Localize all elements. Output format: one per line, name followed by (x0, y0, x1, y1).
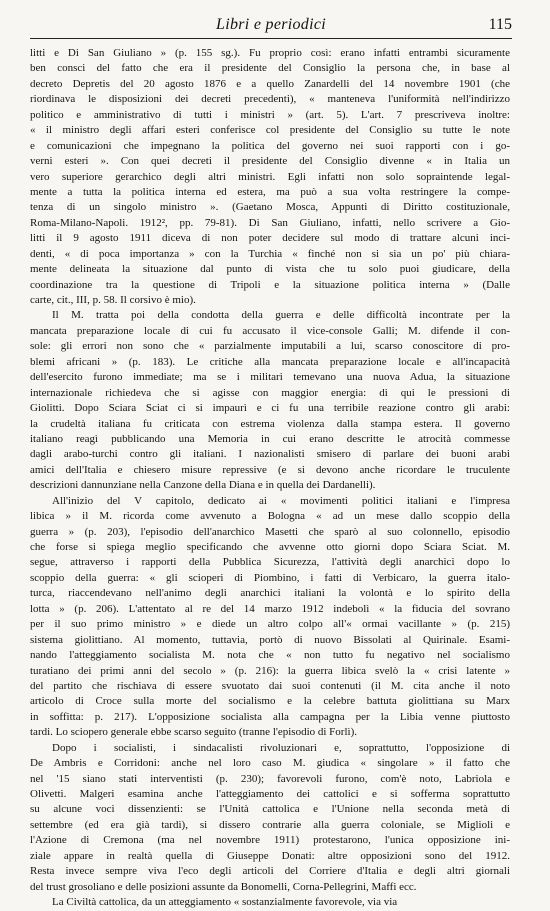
text-line: nel '15 siano stati interventisti (p. 230); favorevoli furono, com'è noto, Labriola e (30, 772, 510, 785)
text-line: guerra » (p. 203), l'episodio dell'anarchico Masetti che sparò al suo colonnello, episodio (30, 525, 510, 538)
text-line: litti e Di San Giuliano » (p. 155 sg.). Fu proprio così: erano infatti entrambi sicuramente (30, 47, 510, 59)
text-line: mente delineata la situazione dal punto di vista che tu solo puoi giudicare, della (30, 263, 510, 276)
text-line: dagli arabo-turchi contro gli italiani. I nazionalisti smisero di parlare dei buoni arabi (30, 448, 510, 461)
text-line: Il M. tratta poi della condotta della guerra e delle difficoltà incontrate per la (52, 309, 510, 322)
text-line: Giolitti. Dopo Sciara Sciat ci si impaurì e ci fu una terribile reazione contro gli arabi: (30, 402, 510, 415)
text-line: litti il 9 agosto 1911 diceva di non poter decidere sul modo di trattare alcuni inci- (30, 232, 510, 245)
text-line: articolo di Croce sulla morte del socialismo e la celebre battuta giolittiana su Marx (30, 695, 510, 708)
text-line: denti, « di poca importanza » con la Turchia « finché non si sia un po' più chiara- (30, 247, 510, 260)
text-line: italiano reagì pubblicando una Memoria in cui erano descritte le atrocità commesse (30, 432, 510, 445)
text-line: libica » il M. ricorda come avvenuto a Bologna « ad un mese dallo scoppio della (30, 510, 510, 523)
text-line: amici dell'Italia e chiesero misure repressive (e si devono anche ricordare le truculente (30, 463, 510, 476)
text-line: e comunicazioni che impegnano la politica del governo nei suoi rapporti con i go- (30, 139, 510, 152)
text-line: scoppio della guerra: « gli scioperi di Piombino, i fatti di Verbicaro, la guerra italo- (30, 571, 510, 584)
text-line: coordinazione tra la questione di Tripoli e la situazione politica interna » (Dalle (30, 278, 510, 291)
text-line: politico e amministrativo di tutti i ministri » (art. 5). L'art. 7 prescriveva inoltre: (30, 108, 510, 121)
text-line: De Ambris e Corridoni: anche nel loro caso M. giudica « singolare » il fatto che (30, 757, 510, 770)
text-line: verni esteri ». Con quei decreti il presidente del Consiglio divenne « in Italia un (30, 155, 510, 168)
text-line: dell'esercito furono immediate; ma se i militari temevano una nuova Adua, la situazione (30, 371, 510, 384)
text-line: « il ministro degli affari esteri conferisce col presidente del Consiglio su tutte le note (30, 124, 510, 137)
text-line: Resta invece sempre viva l'eco degli articoli del Corriere d'Italia e degli altri giornali (30, 865, 510, 878)
text-line: l'Azione di Cremona (ma nel novembre 1911) protestarono, l'unica opposizione ini- (30, 834, 510, 847)
text-line: in soffitta: p. 217). L'opposizione socialista alla campagna per la Libia venne piuttosto (30, 710, 510, 723)
text-line: riordinava le disposizioni dei decreti precedenti), « manteneva l'uniformità nell'indirizzo (30, 93, 510, 106)
text-line: del trust grosoliano e delle posizioni assunte da Bonomelli, Corna-Pellegrini, Maffi ecc. (30, 880, 417, 893)
text-line: turca, riaccendevano nell'animo degli anarchici italiani la volontà e lo spirito della (30, 587, 510, 600)
text-line: descrizioni dannunziane nella Canzone della Diana e in quella dei Dardanelli). (30, 479, 376, 492)
text-line: per il suo primo ministro » e diede un altro colpo all'« ormai vacillante » (p. 215) (30, 618, 510, 631)
text-line: Olivetti. Malgeri esamina anche l'atteggiamento dei cattolici e si sofferma soprattutto (30, 788, 510, 800)
text-line: la crudeltà italiana fu criticata con estrema violenza dalla stampa estera. Il governo (30, 417, 510, 430)
text-line: Roma-Milano-Napoli. 1912², pp. 79-81). Di San Giuliano, infatti, nello scrivere a Gio- (30, 216, 510, 229)
text-line: sistema giolittiano. Al momento, tuttavia, portò di nuovo Bissolati al Quirinale. Esami- (30, 633, 510, 646)
text-line: su alcune voci dissenzienti: se l'Unità cattolica e l'Unione nella seconda metà di (30, 803, 510, 816)
text-line: ben consci del fatto che era il presidente del Consiglio la persona che, in base al (30, 62, 510, 75)
text-line: internazionale richiedeva che si agisse con maggior energia: di qui le pressioni di (30, 386, 510, 399)
text-line: turatiano dei primi anni del secolo » (p. 216): la guerra libica svelò la « crisi latente » (30, 664, 510, 677)
text-line: decreto Depretis del 20 agosto 1876 e a quello Zanardelli del 14 novembre 1901 (che (30, 77, 510, 90)
text-line: settembre (ed era già tardi), si dissero contrarie alla guerra coloniale, se Miglioli e (30, 818, 510, 831)
text-line: mancata preparazione locale di cui fu accusato il vice-console Galli; M. difende il con- (30, 324, 510, 337)
page-number: 115 (488, 16, 512, 33)
running-header (30, 14, 512, 39)
body-text (30, 46, 510, 911)
text-line: del partito che rischiava di essere svuotato dai suoi contenuti (il M. cita anche il noto (30, 679, 510, 692)
text-line: mente a tutta la politica interna ed estera, ma può a sua volta restringere la compe- (30, 185, 510, 198)
text-line: La Civiltà cattolica, da un atteggiamento « sostanzialmente favorevole, via via (52, 896, 398, 909)
text-line: tardi. Lo sciopero generale ebbe scarso seguito (tranne l'episodio di Forlì). (30, 726, 357, 739)
text-line: lotta » (p. 206). L'attentato al re del 14 marzo 1912 indebolì « la fiducia del sovrano (30, 602, 510, 615)
text-line: Dopo i socialisti, i sindacalisti rivoluzionari e, soprattutto, l'opposizione di (52, 741, 510, 754)
text-line: tenza di un singolo ministro ». (Gaetano Mosca, Appunti di Diritto costituzionale, (30, 201, 510, 214)
text-line: sole: gli errori non sono che « parzialmente imputabili a lui, scarso conoscitore di pro- (30, 340, 510, 353)
running-title: Libri e periodici (216, 16, 326, 33)
text-line: ziale appare in realtà quella di Giuseppe Donati: altre opposizioni sono del 1912. (30, 849, 510, 862)
text-line: vero superiore gerarchico degli altri ministri. Egli infatti non solo sopraintende legal- (30, 170, 510, 183)
text-line: All'inizio del V capitolo, dedicato ai « movimenti politici italiani e l'impresa (52, 494, 510, 507)
text-line: segue, attraverso i rapporti della Pubblica Sicurezza, l'attività degli anarchici dopo lo (30, 556, 510, 569)
text-line: nando l'atteggiamento socialista M. nota che « non tutto fu negativo nel socialismo (30, 649, 510, 662)
text-line: carte, cit., III, p. 58. Il corsivo è mio). (30, 294, 196, 306)
text-line: blemi africani » (p. 183). Le critiche alla mancata preparazione locale e all'incapacità (30, 355, 510, 368)
text-line: che forse si spiega meglio specificando che avvenne otto giorni dopo Sciara Sciat. M. (30, 541, 510, 553)
